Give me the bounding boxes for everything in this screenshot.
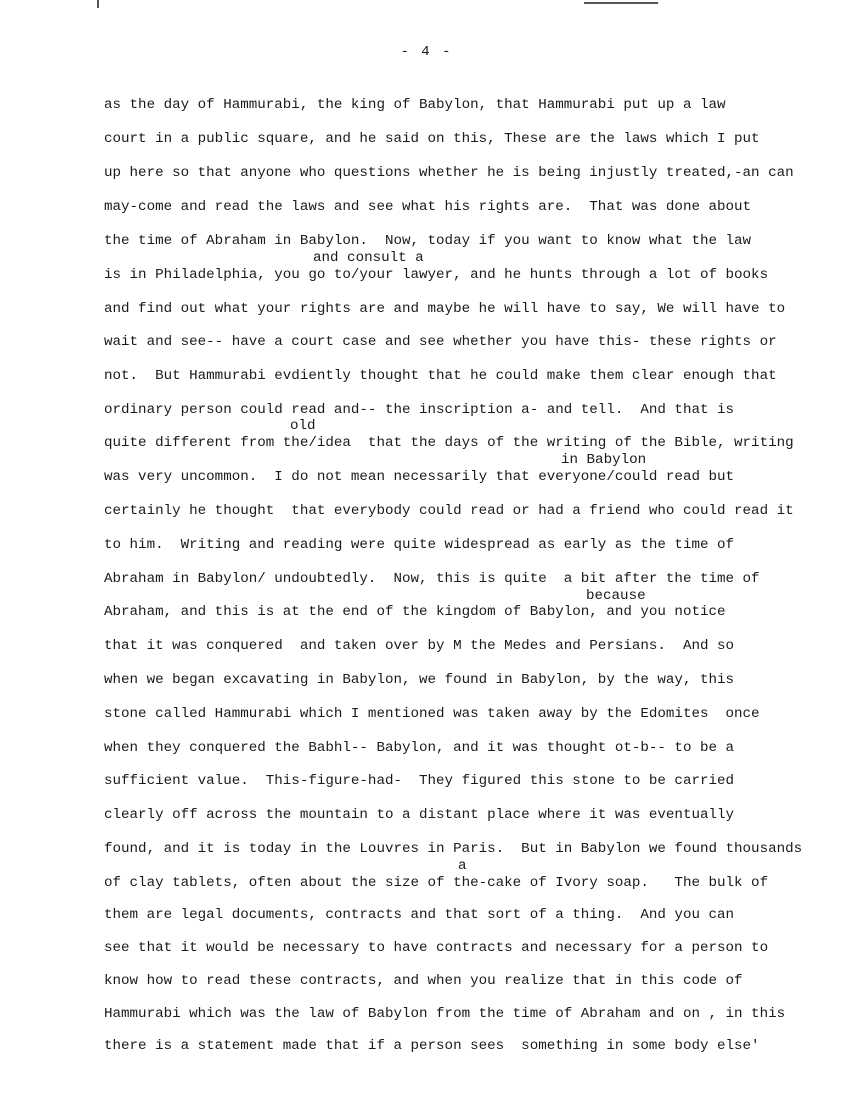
interlinear-insertion: in Babylon [561,452,647,468]
text-line: was very uncommon. I do not mean necessarily that everyone/could read but [104,469,735,485]
text-line: found, and it is today in the Louvres in Paris. But in Babylon we found thousands [104,841,803,857]
text-line: Hammurabi which was the law of Babylon from the time of Abraham and on , in this [104,1006,786,1022]
text-line: quite different from the/idea that the days of the writing of the Bible, writing [104,435,794,451]
text-line: sufficient value. This-figure-had- They figured this stone to be carried [104,773,735,789]
text-line: that it was conquered and taken over by M the Medes and Persians. And so [104,638,735,654]
text-line: certainly he thought that everybody could read or had a friend who could read it [104,503,794,519]
corner-mark [97,0,99,8]
text-line: when they conquered the Babhl-- Babylon, and it was thought ot-b-- to be a [104,740,735,756]
text-line: court in a public square, and he said on this, These are the laws which I put [104,131,760,147]
text-line: not. But Hammurabi evdiently thought that he could make them clear enough that [104,368,777,384]
page-number: - 4 - [400,44,453,60]
interlinear-insertion: a [458,858,467,874]
text-line: up here so that anyone who questions whether he is being injustly treated,-an can [104,165,794,181]
interlinear-insertion: old [290,418,316,434]
text-line: and find out what your rights are and maybe he will have to say, We will have to [104,301,786,317]
text-line: wait and see-- have a court case and see whether you have this- these rights or [104,334,777,350]
text-line: them are legal documents, contracts and that sort of a thing. And you can [104,907,735,923]
text-line: as the day of Hammurabi, the king of Babylon, that Hammurabi put up a law [104,97,726,113]
text-line: the time of Abraham in Babylon. Now, today if you want to know what the law [104,233,752,249]
text-line: Abraham in Babylon/ undoubtedly. Now, this is quite a bit after the time of [104,571,760,587]
text-line: may-come and read the laws and see what his rights are. That was done about [104,199,752,215]
interlinear-insertion: and consult a [313,250,424,266]
text-line: clearly off across the mountain to a distant place where it was eventually [104,807,735,823]
interlinear-insertion: because [586,588,646,604]
text-line: of clay tablets, often about the size of the-cake of Ivory soap. The bulk of [104,875,769,891]
text-line: see that it would be necessary to have contracts and necessary for a person to [104,940,769,956]
text-line: Abraham, and this is at the end of the kingdom of Babylon, and you notice [104,604,726,620]
text-line: stone called Hammurabi which I mentioned was taken away by the Edomites once [104,706,760,722]
text-line: is in Philadelphia, you go to/your lawyer, and he hunts through a lot of books [104,267,769,283]
text-line: know how to read these contracts, and when you realize that in this code of [104,973,743,989]
text-line: there is a statement made that if a person sees something in some body else' [104,1038,760,1054]
text-line: when we began excavating in Babylon, we found in Babylon, by the way, this [104,672,735,688]
text-line: ordinary person could read and-- the inscription a- and tell. And that is [104,402,735,418]
top-edge-scribble [584,2,658,4]
text-line: to him. Writing and reading were quite widespread as early as the time of [104,537,735,553]
